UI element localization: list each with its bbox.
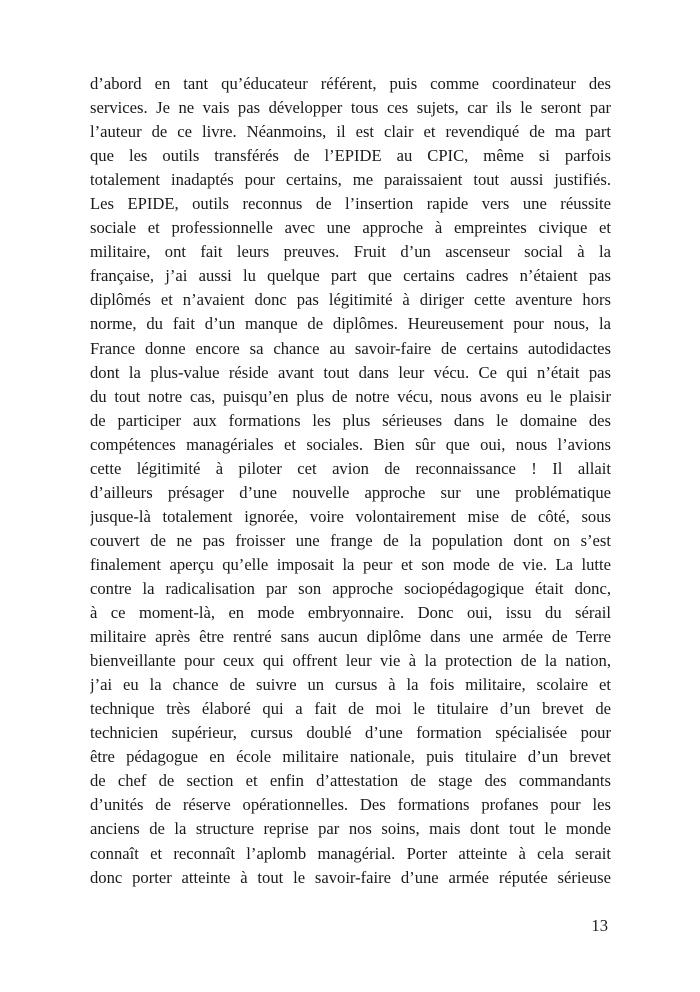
text-line: anciens de la structure reprise par nos soins, mais dont tout le monde: [90, 819, 611, 839]
text-line: du tout notre cas, puisqu’en plus de notre vécu, nous avons eu le plaisir: [90, 386, 611, 406]
text-line: compétences managériales et sociales. Bien sûr que oui, nous l’avions: [90, 434, 611, 454]
text-line: contre la radicalisation par son approche sociopédagogique était donc,: [90, 578, 611, 598]
text-line: services. Je ne vais pas développer tous ces sujets, car ils le seront par: [90, 98, 611, 118]
text-line: à ce moment-là, en mode embryonnaire. Donc oui, issu du sérail: [90, 603, 611, 623]
text-line: connaît et reconnaît l’aplomb managérial. Porter atteinte à cela serait: [90, 843, 611, 863]
text-line: j’ai eu la chance de suivre un cursus à la fois militaire, scolaire et: [90, 675, 611, 695]
text-line: couvert de ne pas froisser une frange de la population dont on s’est: [90, 530, 611, 550]
text-line: France donne encore sa chance au savoir-faire de certains autodidactes: [90, 338, 611, 358]
text-line: l’auteur de ce livre. Néanmoins, il est clair et revendiqué de ma part: [90, 122, 611, 142]
text-line: jusque-là totalement ignorée, voire volontairement mise de côté, sous: [90, 506, 611, 526]
text-line: Les EPIDE, outils reconnus de l’insertion rapide vers une réussite: [90, 194, 611, 214]
text-line: d’unités de réserve opérationnelles. Des formations profanes pour les: [90, 795, 611, 815]
text-line: cette légitimité à piloter cet avion de reconnaissance ! Il allait: [90, 458, 611, 478]
text-line: bienveillante pour ceux qui offrent leur vie à la protection de la nation,: [90, 651, 611, 671]
text-line: de chef de section et enfin d’attestation de stage des commandants: [90, 771, 611, 791]
page-number: 13: [591, 916, 608, 935]
text-line: totalement inadaptés pour certains, me paraissaient tout aussi justifiés.: [90, 170, 611, 190]
text-line: être pédagogue en école militaire nationale, puis titulaire d’un brevet: [90, 747, 611, 767]
text-line: militaire, ont fait leurs preuves. Fruit d’un ascenseur social à la: [90, 242, 611, 262]
text-line: sociale et professionnelle avec une approche à empreintes civique et: [90, 218, 611, 238]
text-line: de participer aux formations les plus sérieuses dans le domaine des: [90, 410, 611, 430]
text-line: diplômés et n’avaient donc pas légitimité à diriger cette aventure hors: [90, 290, 611, 310]
text-line: que les outils transférés de l’EPIDE au CPIC, même si parfois: [90, 146, 611, 166]
text-line: d’ailleurs présager d’une nouvelle approche sur une problématique: [90, 482, 611, 502]
text-line: donc porter atteinte à tout le savoir-faire d’une armée réputée sérieuse: [90, 867, 611, 887]
text-line: d’abord en tant qu’éducateur référent, puis comme coordinateur des: [90, 74, 611, 93]
text-line: finalement aperçu qu’elle imposait la peur et son mode de vie. La lutte: [90, 554, 611, 574]
text-line: technique très élaboré qui a fait de moi le titulaire d’un brevet de: [90, 699, 611, 719]
text-line: technicien supérieur, cursus doublé d’une formation spécialisée pour: [90, 723, 611, 743]
text-line: militaire après être rentré sans aucun diplôme dans une armée de Terre: [90, 627, 611, 647]
text-line: dont la plus-value réside avant tout dans leur vécu. Ce qui n’était pas: [90, 362, 611, 382]
text-line: française, j’ai aussi lu quelque part que certains cadres n’étaient pas: [90, 266, 611, 286]
body-text: [90, 72, 611, 890]
text-line: norme, du fait d’un manque de diplômes. Heureusement pour nous, la: [90, 314, 611, 334]
